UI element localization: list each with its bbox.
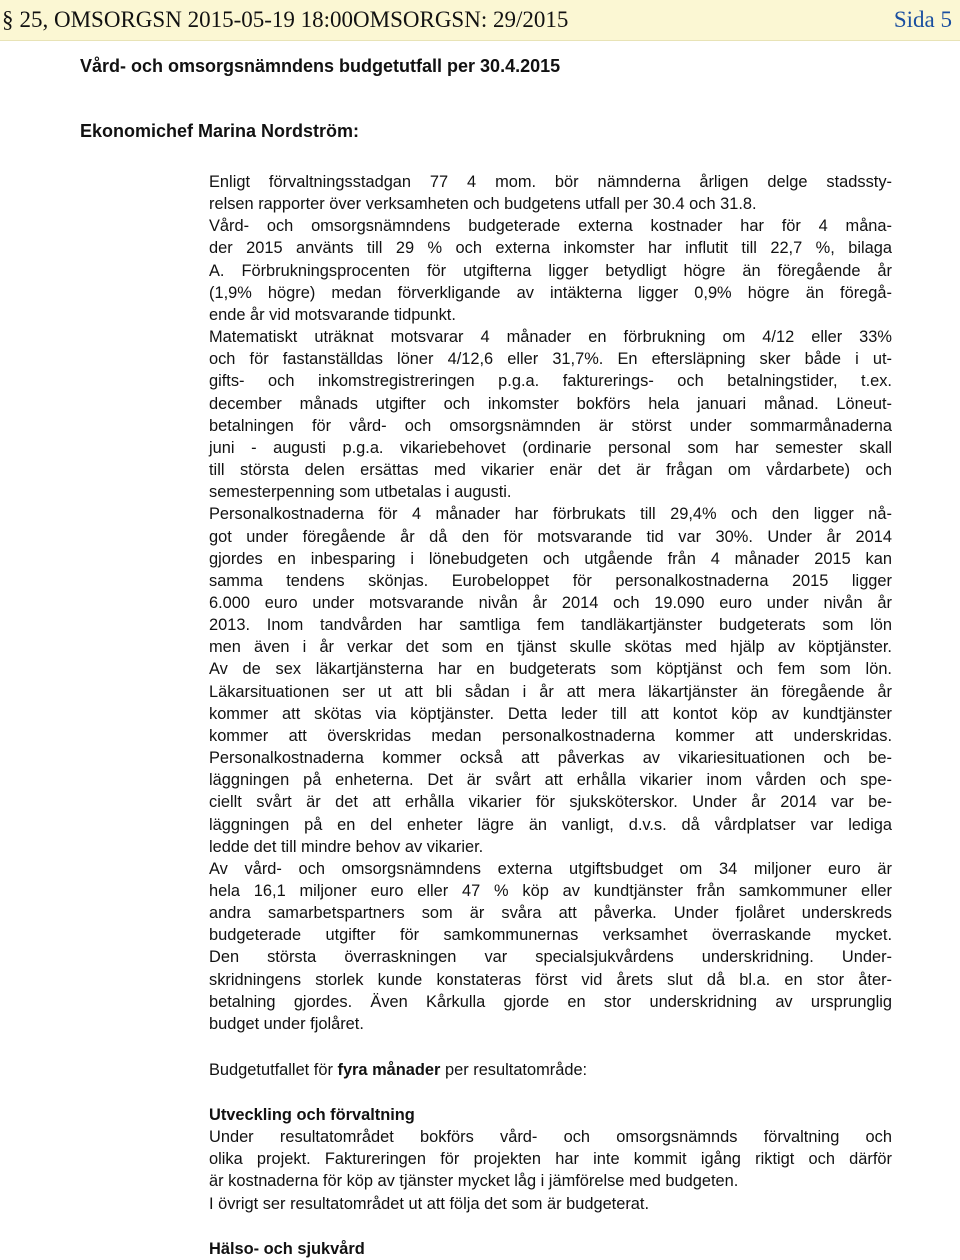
section-heading: Utveckling och förvaltning (209, 1106, 415, 1124)
paragraph-line: Personalkostnaderna kommer också att påverkas av vikariesituationen och be- (209, 749, 892, 768)
paragraph-line: men även i år verkar det som en tjänst skulle skötas med hjälp av köptjänster. (209, 638, 892, 657)
paragraph-line: Matematiskt uträknat motsvarar 4 månader en förbrukning om 4/12 eller 33% (209, 328, 892, 347)
paragraph-line: A. Förbrukningsprocenten för utgifterna ligger betydligt högre än föregående år (209, 261, 892, 280)
paragraph-4 (209, 503, 892, 858)
paragraph-line: 6.000 euro under motsvarande nivån år 2014 och 19.090 euro under nivån år (209, 593, 892, 612)
paragraph-line: gifts- och inkomstregistreringen p.g.a. fakturerings- och betalningstider, t.ex. (209, 372, 892, 391)
section-heading: Hälso- och sjukvård (209, 1240, 365, 1258)
paragraph-line: got under föregående år då den för motsvarande tid var 30%. Under år 2014 (209, 527, 892, 546)
paragraph-line: olika projekt. Faktureringen för projekten har inte kommit igång riktigt och därför (209, 1150, 892, 1169)
paragraph-line: Av de sex läkartjänsterna har en budgeterats som köptjänst och fem som lön. (209, 660, 892, 679)
paragraph-line: Personalkostnaderna för 4 månader har förbrukats till 29,4% och den ligger nå- (209, 505, 892, 524)
paragraph-line: betalningen för vård- och omsorgsnämnden är störst under sommarmånaderna (209, 416, 892, 435)
paragraph-line: skridningens storlek kunde konstateras först vid årets slut då bl.a. en stor åter- (209, 970, 892, 989)
paragraph-line: och för fastanställdas löner 4/12,6 eller 31,7%. En eftersläpning sker både i ut- (209, 350, 892, 369)
paragraph-line: 2013. Inom tandvården har samtliga fem tandläkartjänster budgeterats som lön (209, 616, 892, 635)
paragraph-line: ciellt svårt är det att erhålla vikarier för sjuksköterskor. Under år 2014 var be- (209, 793, 892, 812)
paragraph-line: juni - augusti p.g.a. vikariebehovet (ordinarie personal som har semester skall (209, 438, 892, 457)
section-sign: § (2, 7, 14, 32)
paragraph-2 (209, 215, 892, 326)
document-title: Vård- och omsorgsnämndens budgetutfall per 30.4.2015 (80, 56, 561, 76)
body-text (209, 171, 892, 1035)
paragraph-3 (209, 326, 892, 503)
paragraph-line: I övrigt ser resultatområdet ut att följa det som är budgeterat. (209, 1194, 650, 1213)
paragraph-line: betalning gjordes. Även Kårkulla gjorde en stor underskridning av ursprunglig (209, 992, 892, 1011)
paragraph-line: samma tendens skönjas. Eurobeloppet för personalkostnaderna 2015 ligger (209, 571, 892, 590)
paragraph-line: är kostnaderna för köp av tjänster mycket låg i jämförelse med budgeten. (209, 1172, 739, 1191)
paragraph-line: läggningen på enheterna. Det är svårt att erhålla vikarier inom vården och spe- (209, 771, 892, 790)
paragraph-line: Vård- och omsorgsnämndens budgeterade externa kostnader har för 4 måna- (209, 217, 892, 236)
header-meeting-info (2, 0, 568, 40)
paragraph-line: kommer att överskridas medan personalkostnaderna kommer att underskridas. (209, 726, 892, 745)
paragraph-line: andra samarbetspartners som är svåra att påverka. Under fjolåret underskreds (209, 904, 892, 923)
header-meeting-reference: 25, OMSORGSN 2015-05-19 18:00OMSORGSN: 29/2015 (19, 7, 569, 32)
paragraph-line: gjordes en inbesparing i lönebudgeten och utgående från 4 månader 2015 kan (209, 549, 892, 568)
budget-intro-suffix: per resultatområde: (440, 1061, 588, 1079)
paragraph-1 (209, 171, 892, 215)
paragraph-line: budget under fjolåret. (209, 1014, 364, 1033)
paragraph-line: der 2015 använts till 29 % och externa inkomster har influtit till 22,7 %, bilaga (209, 239, 892, 258)
paragraph-5 (209, 858, 892, 1035)
document-header (0, 0, 960, 41)
paragraph-line: (1,9% högre) medan förverkligande av intäkterna ligger 0,9% högre än föregå- (209, 283, 892, 302)
author-line: Ekonomichef Marina Nordström: (80, 121, 360, 141)
paragraph-line: budgeterade utgifter för samkommunernas verksamhet överraskande mycket. (209, 926, 892, 945)
paragraph-line: kommer att skötas via köptjänster. Detta leder till att kontot köp av kundtjänster (209, 704, 892, 723)
section-halso-sjukvard (209, 1238, 892, 1260)
page-number: Sida 5 (893, 7, 952, 32)
paragraph-line: Den största överraskningen var specialsjukvårdens underskridning. Under- (209, 948, 892, 967)
section-utveckling (209, 1104, 892, 1215)
paragraph-line: december månads utgifter och inkomster bokförs hela januari månad. Löneut- (209, 394, 892, 413)
paragraph-line: läggningen på en del enheter lägre än vanligt, d.v.s. då vårdplatser var lediga (209, 815, 892, 834)
paragraph-line: relsen rapporter över verksamheten och budgetens utfall per 30.4 och 31.8. (209, 195, 757, 214)
paragraph-line: ende år vid motsvarande tidpunkt. (209, 305, 456, 324)
budget-intro-line (209, 1059, 892, 1081)
paragraph-line: Under resultatområdet bokförs vård- och omsorgsnämnds förvaltning och (209, 1128, 892, 1147)
budget-intro (209, 1059, 892, 1081)
paragraph-line: ledde det till mindre behov av vikarier. (209, 837, 484, 856)
paragraph-line: till största delen ersättas med vikarier enär det är frågan om vårdarbete) och (209, 461, 892, 480)
budget-intro-emphasis: fyra månader (337, 1061, 441, 1079)
paragraph-line: semesterpenning som utbetalas i augusti. (209, 483, 512, 502)
budget-intro-text: Budgetutfallet för (209, 1061, 338, 1079)
paragraph-line: Läkarsituationen ser ut att bli sådan i år att mera läkartjänster än föregående år (209, 682, 892, 701)
paragraph-line: Enligt förvaltningsstadgan 77 4 mom. bör nämnderna årligen delge stadssty- (209, 173, 892, 191)
paragraph-line: Av vård- och omsorgsnämndens externa utgiftsbudget om 34 miljoner euro är (209, 859, 892, 878)
paragraph-line: hela 16,1 miljoner euro eller 47 % köp av kundtjänster från samkommuner eller (209, 882, 892, 900)
